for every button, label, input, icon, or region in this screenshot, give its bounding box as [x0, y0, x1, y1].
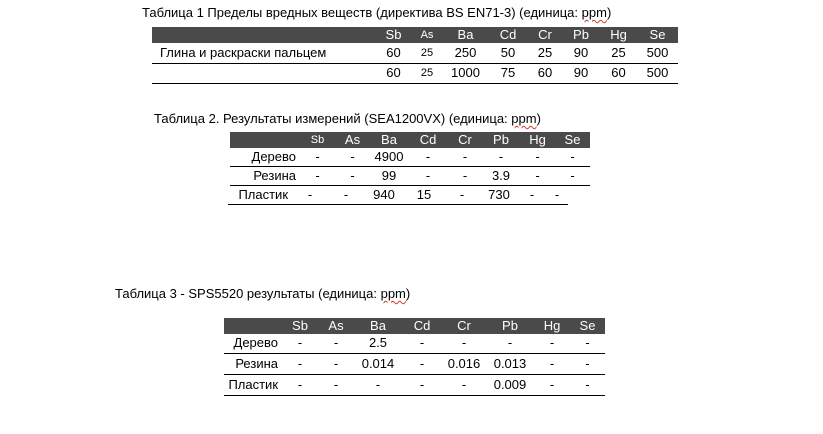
table-row — [230, 148, 590, 167]
table-cell: 15 — [416, 187, 432, 202]
table-cell: 250 — [454, 44, 477, 60]
table-cell: - — [350, 168, 355, 183]
table-cell: - — [462, 168, 468, 183]
table3-row-label: Дерево — [233, 335, 278, 351]
table-cell: - — [459, 187, 465, 202]
table1-caption-close: ) — [606, 5, 612, 20]
table3-header-pb: Pb — [486, 318, 534, 334]
table-cell: 25 — [611, 44, 626, 60]
table-cell: 60 — [611, 65, 626, 80]
table-cell: - — [419, 335, 425, 351]
table2-caption — [154, 111, 541, 127]
table3-header-as: As — [318, 318, 354, 334]
table-cell: - — [570, 168, 575, 183]
table2-header-cd: Cd — [408, 132, 448, 148]
table-cell: 1000 — [451, 65, 480, 80]
table-cell: - — [307, 187, 313, 202]
table-cell: 0.009 — [493, 376, 527, 392]
table-cell: 90 — [573, 65, 589, 80]
table2-caption-unit: ppm — [511, 111, 537, 126]
table1-limits — [152, 27, 678, 84]
table-cell: - — [461, 335, 467, 351]
table-cell: - — [350, 149, 355, 164]
table1-header-cr: Cr — [528, 27, 562, 43]
table2-header-corner — [230, 132, 300, 148]
table3-header-cd: Cd — [402, 318, 442, 334]
table-cell: - — [461, 376, 467, 392]
table1-header-corner — [152, 27, 376, 43]
table-cell: 2.5 — [368, 335, 388, 351]
table-cell: 3.9 — [491, 168, 511, 183]
table1-header-row — [152, 27, 678, 43]
table3-caption-text: Таблица 3 - SPS5520 результаты (единица: — [115, 286, 381, 301]
table2-header-pb: Pb — [482, 132, 520, 148]
table2-row-label: Дерево — [251, 149, 296, 164]
table1-row-label: Глина и раскраски пальцем — [160, 44, 327, 60]
table-cell: 60 — [386, 65, 401, 80]
table2-header-row — [230, 132, 590, 148]
table2-caption-close: ) — [536, 111, 541, 126]
table1-header-hg: Hg — [600, 27, 637, 43]
table-cell: - — [425, 168, 431, 183]
table2-caption-text: Таблица 2. Результаты измерений (SEA1200VX) (единица: — [154, 111, 512, 126]
table1-header-ba: Ba — [443, 27, 488, 43]
table3-header-hg: Hg — [534, 318, 570, 334]
table-cell: - — [585, 335, 590, 351]
table2-row-label: Пластик — [238, 187, 288, 202]
table-cell: - — [498, 149, 504, 164]
table-cell: 500 — [646, 65, 669, 80]
table3-header-sb: Sb — [282, 318, 318, 334]
table-cell: - — [549, 335, 555, 351]
table-row — [152, 43, 678, 63]
table-cell: 25 — [420, 46, 434, 59]
table1-header-cd: Cd — [488, 27, 528, 43]
table2-header-hg: Hg — [520, 132, 555, 148]
table-cell: - — [507, 335, 513, 351]
table-cell: - — [585, 355, 590, 371]
table1-caption-unit: ppm — [581, 5, 607, 20]
table-cell: - — [333, 335, 339, 351]
table3-caption — [115, 286, 410, 302]
table3-caption-unit: ppm — [380, 286, 406, 301]
table-cell: 0.016 — [447, 355, 481, 371]
table1-header-sb: Sb — [376, 27, 411, 43]
table-cell: 4900 — [374, 149, 404, 164]
table-cell: - — [549, 376, 555, 392]
table-cell: - — [549, 355, 555, 371]
table-cell: - — [425, 149, 431, 164]
table-cell: - — [315, 168, 320, 183]
table-row — [152, 63, 678, 83]
table2-header-se: Se — [555, 132, 590, 148]
table-cell: 90 — [573, 44, 589, 60]
table-cell: - — [333, 355, 339, 371]
table-cell: - — [535, 168, 540, 183]
table-cell: - — [297, 376, 303, 392]
table3-header-row — [224, 318, 605, 334]
table-cell: - — [570, 149, 575, 164]
table1-row-label — [152, 63, 376, 83]
table-row — [224, 374, 605, 395]
table2-header-as: As — [335, 132, 370, 148]
table-cell: - — [375, 376, 381, 392]
table-cell: 500 — [646, 44, 669, 60]
table-cell: 99 — [381, 168, 397, 183]
table1-caption-text: Таблица 1 Пределы вредных веществ (директива BS EN71-3) (единица: — [142, 5, 582, 20]
table1-header-se: Se — [637, 27, 678, 43]
table-cell: - — [315, 149, 320, 164]
table-row — [230, 167, 590, 186]
table-cell: - — [554, 187, 560, 202]
table3-header-ba: Ba — [354, 318, 402, 334]
table-cell: - — [333, 376, 339, 392]
table-cell: 60 — [386, 44, 401, 60]
table-cell: - — [419, 376, 425, 392]
table-cell: 0.013 — [493, 355, 527, 371]
table-cell: - — [462, 149, 468, 164]
table2-sea1200vx-results — [230, 132, 590, 186]
table-cell: 75 — [500, 65, 516, 80]
table3-caption-close: ) — [405, 286, 411, 301]
table-cell: 25 — [537, 44, 553, 60]
table-cell: 50 — [500, 44, 516, 60]
table-cell: - — [535, 149, 540, 164]
table-cell: - — [419, 355, 425, 371]
table1-header-as: As — [411, 27, 443, 43]
table3-header-se: Se — [570, 318, 605, 334]
table-cell: 940 — [373, 187, 395, 202]
table2-row-label: Резина — [253, 168, 296, 183]
table-cell: - — [529, 187, 535, 202]
table1-header-pb: Pb — [562, 27, 600, 43]
table-cell: - — [343, 187, 349, 202]
table3-header-cr: Cr — [442, 318, 486, 334]
table2-header-ba: Ba — [370, 132, 408, 148]
table-cell: 730 — [488, 187, 510, 202]
table-cell: 60 — [537, 65, 553, 80]
table-cell: - — [297, 355, 303, 371]
table3-row-label: Резина — [235, 355, 278, 371]
table3-sps5520-results — [224, 318, 605, 396]
table-cell: 25 — [420, 67, 434, 79]
table2-plastic-row-table — [228, 186, 568, 205]
table3-header-corner — [224, 318, 282, 334]
table3-row-label: Пластик — [228, 376, 278, 392]
table2-header-cr: Cr — [448, 132, 482, 148]
table-row — [224, 353, 605, 374]
table2-header-sb: Sb — [300, 132, 335, 148]
table-row — [228, 186, 568, 205]
table-cell: - — [297, 335, 303, 351]
table-cell: - — [585, 376, 590, 392]
table-cell: 0.014 — [361, 355, 395, 371]
table-row — [224, 334, 605, 353]
table1-caption — [142, 5, 611, 21]
